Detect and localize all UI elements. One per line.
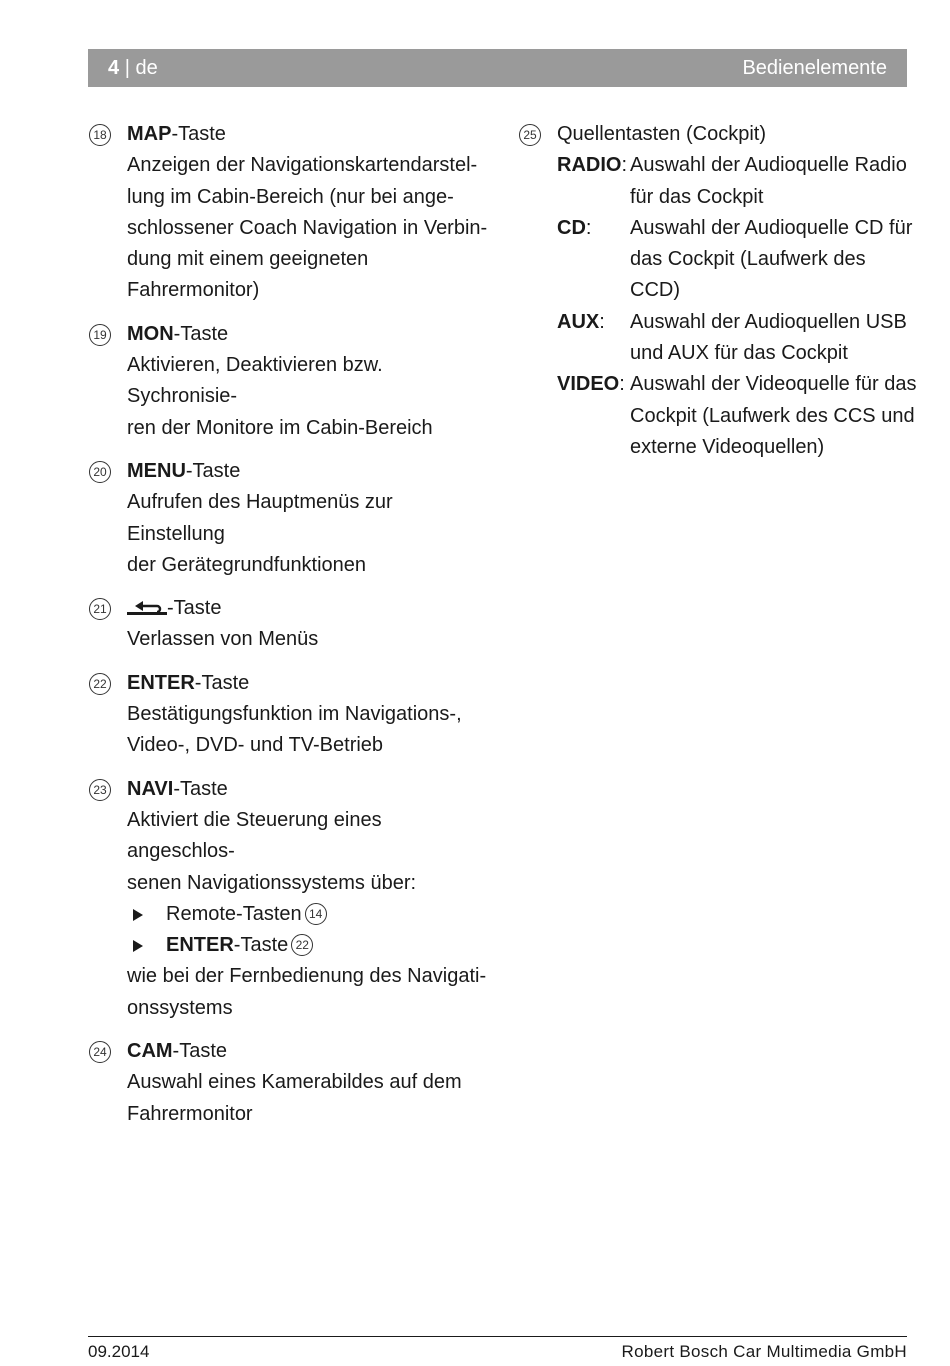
footer-date: 09.2014 [88,1342,150,1361]
item-map: 18 MAP-Taste Anzeigen der Navigationskartendarstel- lung im Cabin-Bereich (nur bei ange- schlossener Coach Navigation in Verbin- dung mit einem geeigneten Fahrermonitor) [88,119,488,307]
bullet-triangle-icon [133,909,143,921]
item-enter: 22 ENTER-Taste Bestätigungsfunktion im Navigations-, Video-, DVD- und TV-Betrieb [88,668,488,762]
footer-divider [88,1336,907,1337]
callout-number: 18 [89,124,111,146]
callout-number: 22 [291,934,313,956]
source-row-radio: RADIO: Auswahl der Audioquelle Radio für das Cockpit [557,154,907,208]
left-column [88,119,488,1142]
callout-number: 19 [89,324,111,346]
page-header [88,49,907,87]
item-back: 21 -Taste Verlassen von Menüs [88,593,488,656]
bullet-triangle-icon [133,940,143,952]
callout-number: 25 [519,124,541,146]
right-column [518,119,918,475]
source-row-cd: CD: Auswahl der Audioquelle CD für das Cockpit (Laufwerk des CCD) [557,216,913,302]
item-sources: 25 Quellentasten (Cockpit) RADIO: Auswahl der Audioquelle Radio für das Cockpit CD: Auswahl der Audioquelle CD für das Cockpit (Laufwerk des CCD) AUX: Auswahl der Audioquellen USB und AUX für das Cockpit VIDEO: Auswahl der Videoquelle für das Cockpit (Laufwerk des CCS und externe Videoquellen) [518,119,918,463]
item-menu: 20 MENU-Taste Aufrufen des Hauptmenüs zur Einstellung der Gerätegrundfunktionen [88,456,488,581]
section-title: Bedienelemente [742,57,887,79]
item-navi: 23 NAVI-Taste Aktiviert die Steuerung eines angeschlos- senen Navigationssystems über: Remote-Tasten 14 ENTER-Taste 22 wie bei der Fernbedienung des Navigati- onssystems [88,774,488,1024]
callout-number: 24 [89,1041,111,1063]
callout-number: 20 [89,461,111,483]
list-item: ENTER-Taste 22 [127,930,488,961]
callout-number: 21 [89,598,111,620]
callout-number: 22 [89,673,111,695]
page-number: 4 | de [108,57,158,79]
source-row-video: VIDEO: Auswahl der Videoquelle für das Cockpit (Laufwerk des CCS und externe Videoquellen) [557,373,917,458]
callout-number: 23 [89,779,111,801]
item-mon: 19 MON-Taste Aktivieren, Deaktivieren bzw. Sychronisie- ren der Monitore im Cabin-Bereich [88,319,488,444]
footer-company: Robert Bosch Car Multimedia GmbH [621,1342,907,1361]
source-row-aux: AUX: Auswahl der Audioquellen USB und AUX für das Cockpit [557,310,907,365]
list-item: Remote-Tasten 14 [127,899,488,930]
back-arrow-icon [127,601,167,615]
callout-number: 14 [305,903,327,925]
item-cam: 24 CAM-Taste Auswahl eines Kamerabildes auf dem Fahrermonitor [88,1036,488,1130]
